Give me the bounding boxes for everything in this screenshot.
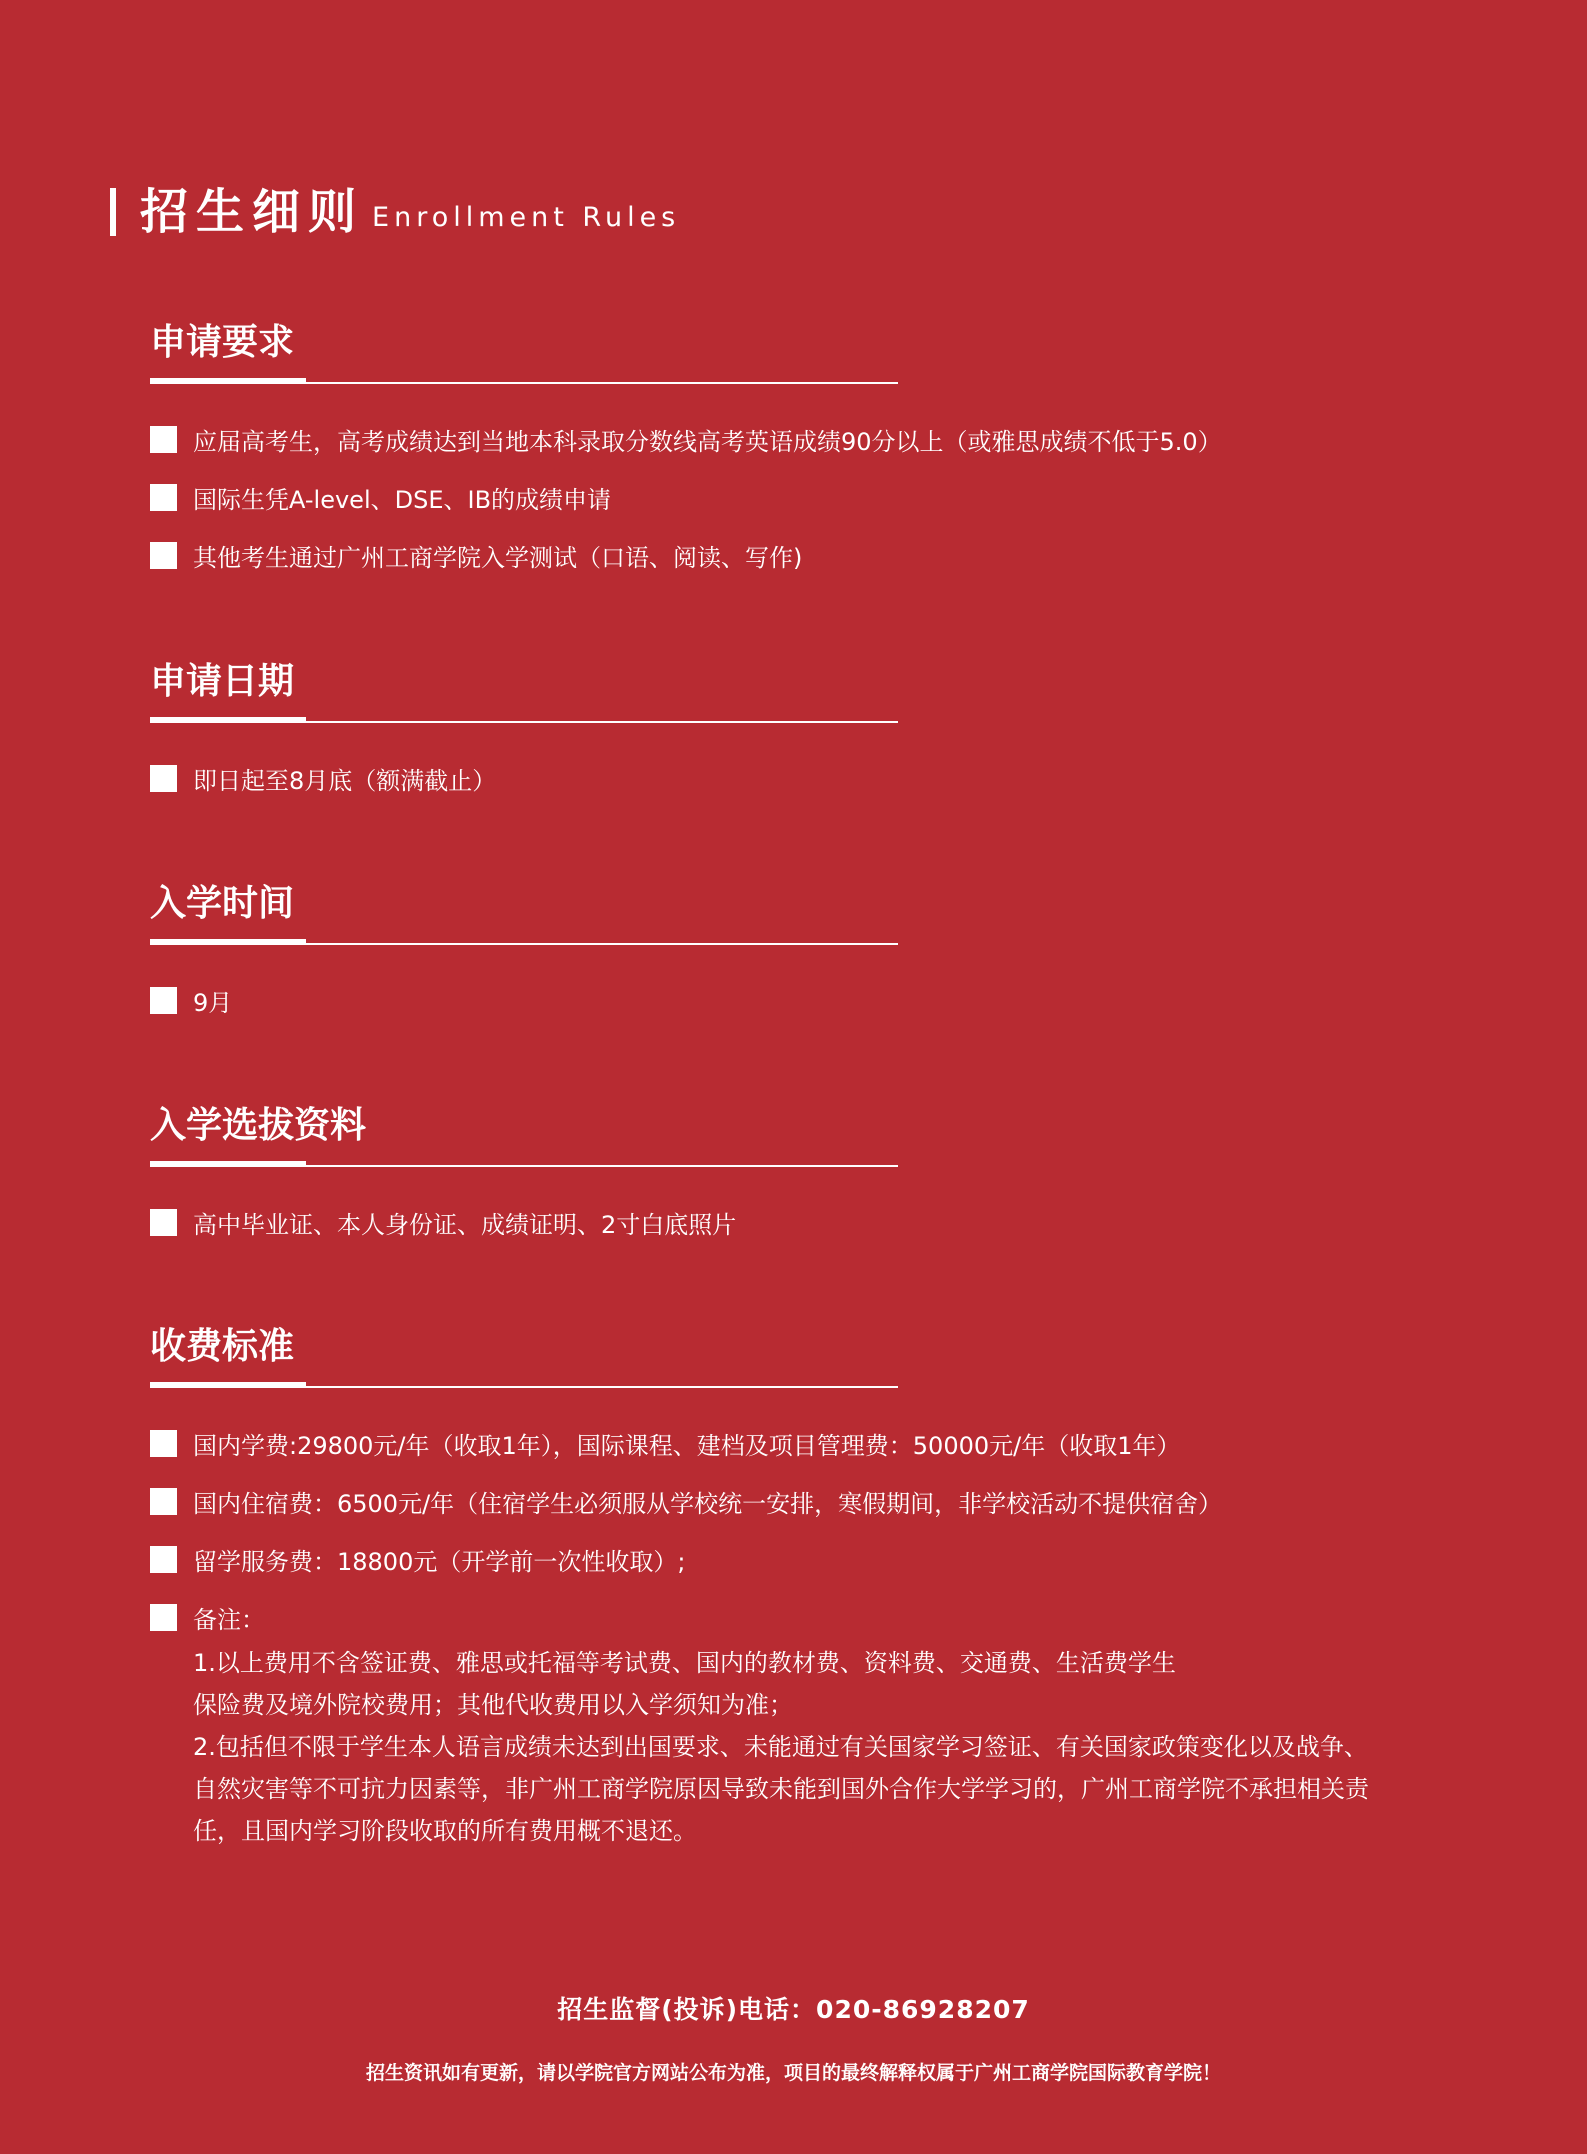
list-item-text: 国内学费:29800元/年（收取1年），国际课程、建档及项目管理费：50000元/年（收取1年） [193, 1431, 1181, 1460]
section-divider [150, 1161, 898, 1167]
list-item-text: 留学服务费：18800元（开学前一次性收取）; [193, 1547, 686, 1576]
note-line: 保险费及境外院校费用；其他代收费用以入学须知为准； [193, 1691, 793, 1719]
square-bullet-icon [150, 1546, 177, 1573]
list-item-text: 应届高考生，高考成绩达到当地本科录取分数线高考英语成绩90分以上（或雅思成绩不低于5.0） [193, 427, 1222, 456]
section-title: 入学时间 [150, 883, 295, 924]
list-item [150, 1530, 1450, 1588]
page-header [110, 186, 680, 238]
section-divider [150, 939, 898, 945]
section-title: 收费标准 [150, 1326, 295, 1367]
list-item [150, 1588, 1450, 1646]
section-selection-materials [150, 1101, 1450, 1251]
list-item-text: 高中毕业证、本人身份证、成绩证明、2寸白底照片 [193, 1210, 737, 1239]
complaint-hotline: 招生监督(投诉)电话：020-86928207 [557, 1995, 1030, 2024]
section-divider [150, 1382, 898, 1388]
note-line: 任，且国内学习阶段收取的所有费用概不退还。 [193, 1817, 697, 1845]
square-bullet-icon [150, 1604, 177, 1631]
list-item [150, 526, 1450, 584]
section-fee-standards [150, 1322, 1450, 1852]
square-bullet-icon [150, 1488, 177, 1515]
list-item-text: 9月 [193, 988, 233, 1017]
note-line: 2.包括但不限于学生本人语言成绩未达到出国要求、未能通过有关国家学习签证、有关国家政策变化以及战争、 [193, 1733, 1368, 1761]
section-title: 入学选拔资料 [150, 1105, 367, 1146]
list-item [150, 410, 1450, 468]
note-line: 1.以上费用不含签证费、雅思或托福等考试费、国内的教材费、资料费、交通费、生活费学生 [193, 1649, 1176, 1677]
square-bullet-icon [150, 987, 177, 1014]
page-title: 招生细则 [140, 184, 365, 240]
section-title: 申请日期 [150, 661, 295, 702]
list-item [150, 1472, 1450, 1530]
list-item-text: 国内住宿费：6500元/年（住宿学生必须服从学校统一安排，寒假期间，非学校活动不提供宿舍） [193, 1489, 1223, 1518]
list-item [150, 1193, 1450, 1251]
fee-notes [193, 1642, 1450, 1852]
list-item [150, 971, 1450, 1029]
square-bullet-icon [150, 484, 177, 511]
section-application-requirements [150, 318, 1450, 584]
list-item-text: 备注： [193, 1605, 265, 1634]
note-line: 自然灾害等不可抗力因素等，非广州工商学院原因导致未能到国外合作大学学习的，广州工商学院不承担相关责 [193, 1775, 1369, 1803]
section-divider [150, 717, 898, 723]
list-item [150, 1414, 1450, 1472]
square-bullet-icon [150, 426, 177, 453]
page-title-english: Enrollment Rules [372, 202, 681, 233]
square-bullet-icon [150, 765, 177, 792]
list-item-text: 即日起至8月底（额满截止） [193, 766, 497, 795]
square-bullet-icon [150, 1209, 177, 1236]
list-item [150, 468, 1450, 526]
list-item-text: 国际生凭A-level、DSE、IB的成绩申请 [193, 485, 612, 514]
list-item-text: 其他考生通过广州工商学院入学测试（口语、阅读、写作) [193, 543, 803, 572]
header-accent-bar [110, 188, 116, 236]
section-enrollment-time [150, 879, 1450, 1029]
list-item [150, 749, 1450, 807]
square-bullet-icon [150, 542, 177, 569]
footer-disclaimer: 招生资讯如有更新，请以学院官方网站公布为准，项目的最终解释权属于广州工商学院国际教育学院！ [365, 2062, 1221, 2084]
section-divider [150, 378, 898, 384]
section-application-date [150, 657, 1450, 807]
section-title: 申请要求 [150, 322, 295, 363]
square-bullet-icon [150, 1430, 177, 1457]
